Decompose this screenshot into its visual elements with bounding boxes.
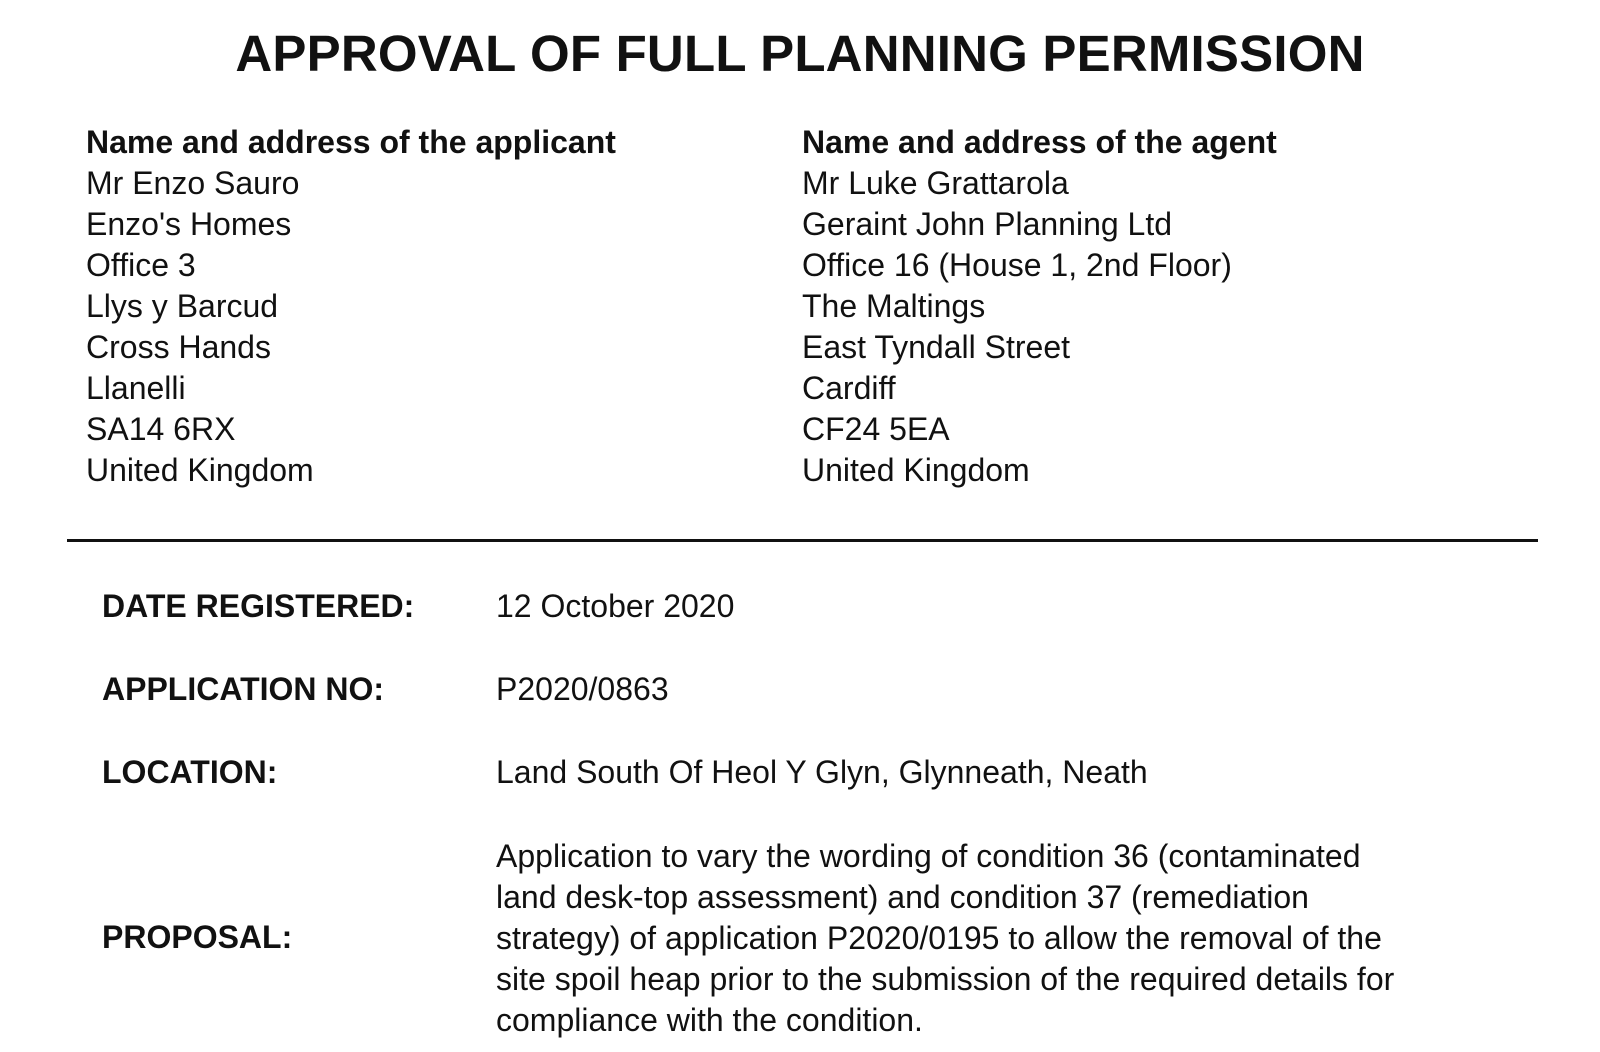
- location-label: LOCATION:: [102, 754, 278, 790]
- agent-address-line: The Maltings: [802, 288, 986, 324]
- agent-town: Cardiff: [802, 370, 896, 406]
- agent-address-line: Office 16 (House 1, 2nd Floor): [802, 247, 1232, 283]
- applicant-country: United Kingdom: [86, 452, 314, 488]
- proposal-line: Application to vary the wording of condition 36 (contaminated: [496, 838, 1361, 874]
- location-value: Land South Of Heol Y Glyn, Glynneath, Neath: [496, 754, 1148, 790]
- proposal-line: compliance with the condition.: [496, 1002, 923, 1038]
- applicant-address-line: Cross Hands: [86, 329, 271, 365]
- proposal-value: [496, 836, 1516, 1041]
- applicant-name: Mr Enzo Sauro: [86, 165, 300, 201]
- section-divider: [67, 539, 1538, 542]
- applicant-address-line: Office 3: [86, 247, 196, 283]
- agent-address-block: [802, 122, 1277, 491]
- agent-heading: Name and address of the agent: [802, 124, 1277, 160]
- document-title: APPROVAL OF FULL PLANNING PERMISSION: [235, 25, 1365, 82]
- applicant-address-block: [86, 122, 616, 491]
- applicant-town: Llanelli: [86, 370, 186, 406]
- date-registered-value: 12 October 2020: [496, 588, 735, 624]
- proposal-line: site spoil heap prior to the submission of the required details for: [496, 961, 1395, 997]
- date-registered-label: DATE REGISTERED:: [102, 588, 415, 624]
- agent-name: Mr Luke Grattarola: [802, 165, 1069, 201]
- proposal-line: strategy) of application P2020/0195 to allow the removal of the: [496, 920, 1382, 956]
- agent-postcode: CF24 5EA: [802, 411, 950, 447]
- applicant-postcode: SA14 6RX: [86, 411, 236, 447]
- applicant-heading: Name and address of the applicant: [86, 124, 616, 160]
- agent-company: Geraint John Planning Ltd: [802, 206, 1173, 242]
- applicant-company: Enzo's Homes: [86, 206, 292, 242]
- proposal-label: PROPOSAL:: [102, 919, 293, 955]
- application-no-label: APPLICATION NO:: [102, 671, 385, 707]
- applicant-address-line: Llys y Barcud: [86, 288, 279, 324]
- agent-country: United Kingdom: [802, 452, 1030, 488]
- proposal-line: land desk-top assessment) and condition 37 (remediation: [496, 879, 1309, 915]
- agent-address-line: East Tyndall Street: [802, 329, 1070, 365]
- application-no-value: P2020/0863: [496, 671, 669, 707]
